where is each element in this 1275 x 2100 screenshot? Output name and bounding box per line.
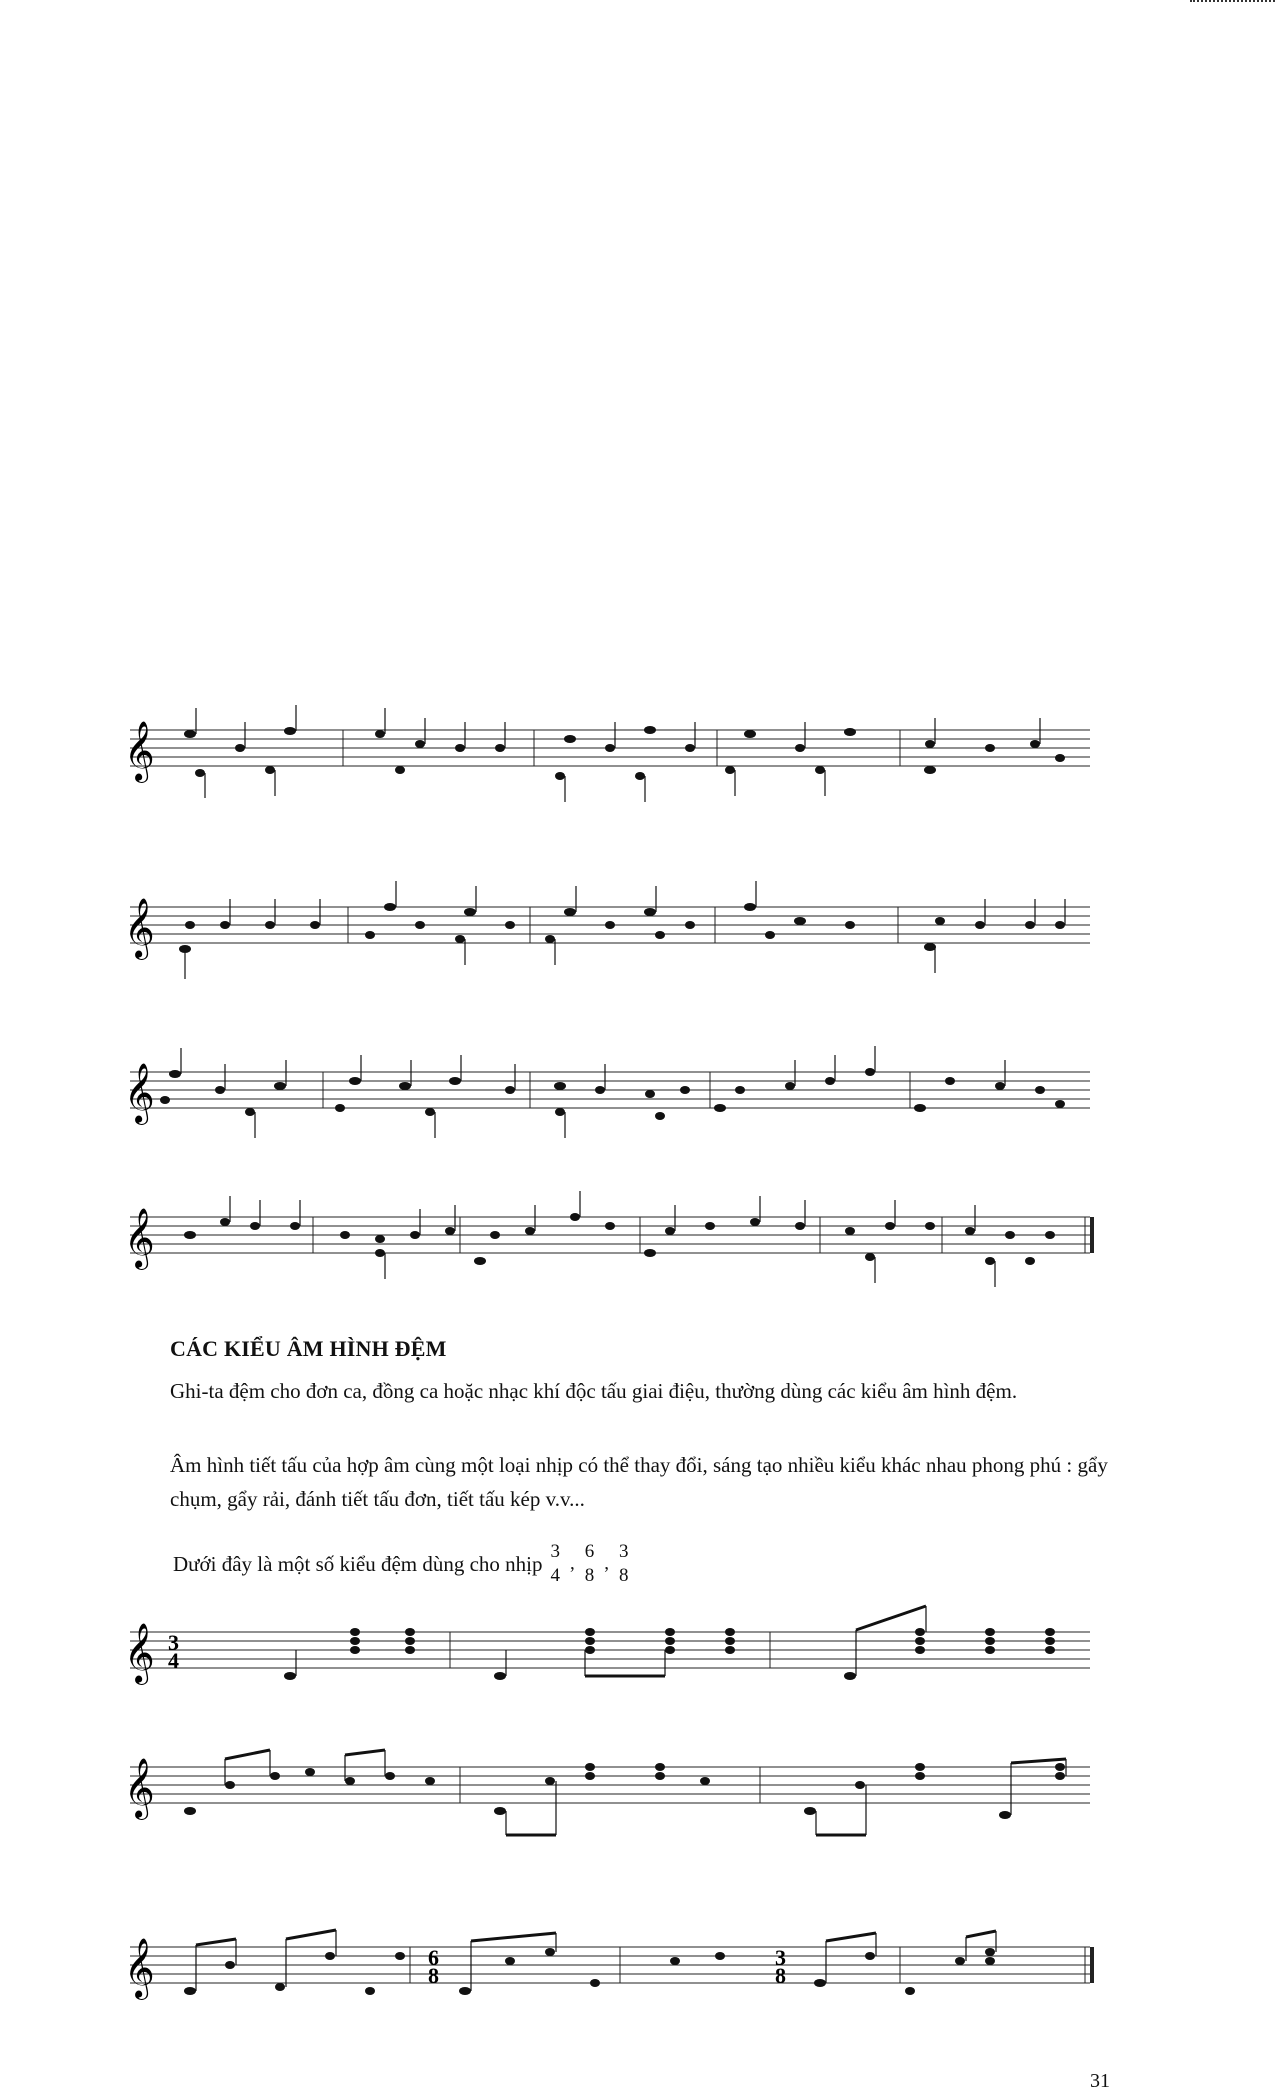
meter-fraction-3 — [619, 1540, 629, 1588]
pattern-staff-3-notation — [124, 1935, 1100, 1997]
music-staff-4 — [124, 1205, 1100, 1267]
paragraph-accompaniment: Ghi-ta đệm cho đơn ca, đồng ca hoặc nhạc khí độc tấu giai điệu, thường dùng các kiểu âm hình đệm. — [170, 1379, 1018, 1403]
meter-num: 3 — [619, 1541, 629, 1562]
meter-den: 8 — [584, 1565, 595, 1586]
meter-intro — [173, 1540, 637, 1588]
scan-corner-mark — [1190, 0, 1275, 5]
time-sig-num: 3 — [168, 1630, 179, 1655]
staff-1-notation — [124, 718, 1100, 780]
pattern-staff-2 — [124, 1755, 1100, 1817]
meter-num: 6 — [584, 1541, 595, 1562]
section-heading: CÁC KIỂU ÂM HÌNH ĐỆM — [170, 1336, 447, 1361]
music-staff-3 — [124, 1060, 1100, 1122]
staff-3-notation — [124, 1060, 1100, 1122]
pattern-staff-2-notation — [124, 1755, 1100, 1817]
meter-fraction-1 — [551, 1540, 561, 1588]
meter-num: 3 — [550, 1541, 561, 1562]
pattern-staff-1 — [124, 1620, 1100, 1682]
pattern-staff-3 — [124, 1935, 1100, 1997]
meter-fraction-2 — [585, 1540, 595, 1588]
treble-clef: 𝄞 — [124, 1625, 155, 1682]
time-sig-num: 6 — [428, 1945, 439, 1970]
meter-separator: , — [604, 1553, 610, 1574]
time-sig-den: 8 — [775, 1963, 786, 1988]
meter-den: 4 — [550, 1565, 561, 1586]
treble-clef: 𝄞 — [124, 1065, 155, 1122]
meter-intro-text: Dưới đây là một số kiểu đệm dùng cho nhịp — [173, 1551, 543, 1576]
music-staff-2 — [124, 895, 1100, 957]
treble-clef: 𝄞 — [124, 1210, 155, 1267]
paragraph-rhythm: Âm hình tiết tấu của hợp âm cùng một loại nhịp có thể thay đổi, sáng tạo nhiều kiểu khác nhau phong phú : gẩy chụm, gẩy rải, đánh tiết tấu đơn, tiết tấu kép v.v... — [170, 1453, 1108, 1511]
treble-clef: 𝄞 — [124, 900, 155, 957]
music-staff-1 — [124, 718, 1100, 780]
treble-clef: 𝄞 — [124, 1760, 155, 1817]
meter-den: 8 — [619, 1565, 629, 1586]
time-sig-den: 4 — [168, 1648, 179, 1673]
page-number: 31 — [1090, 2070, 1110, 2092]
meter-separator: , — [570, 1553, 575, 1574]
staff-2-notation — [124, 895, 1100, 957]
treble-clef: 𝄞 — [124, 723, 155, 780]
time-sig-num: 3 — [775, 1945, 786, 1970]
pattern-staff-1-notation — [124, 1620, 1100, 1682]
time-sig-den: 8 — [428, 1963, 439, 1988]
staff-4-notation — [124, 1205, 1100, 1267]
treble-clef: 𝄞 — [124, 1940, 155, 1997]
